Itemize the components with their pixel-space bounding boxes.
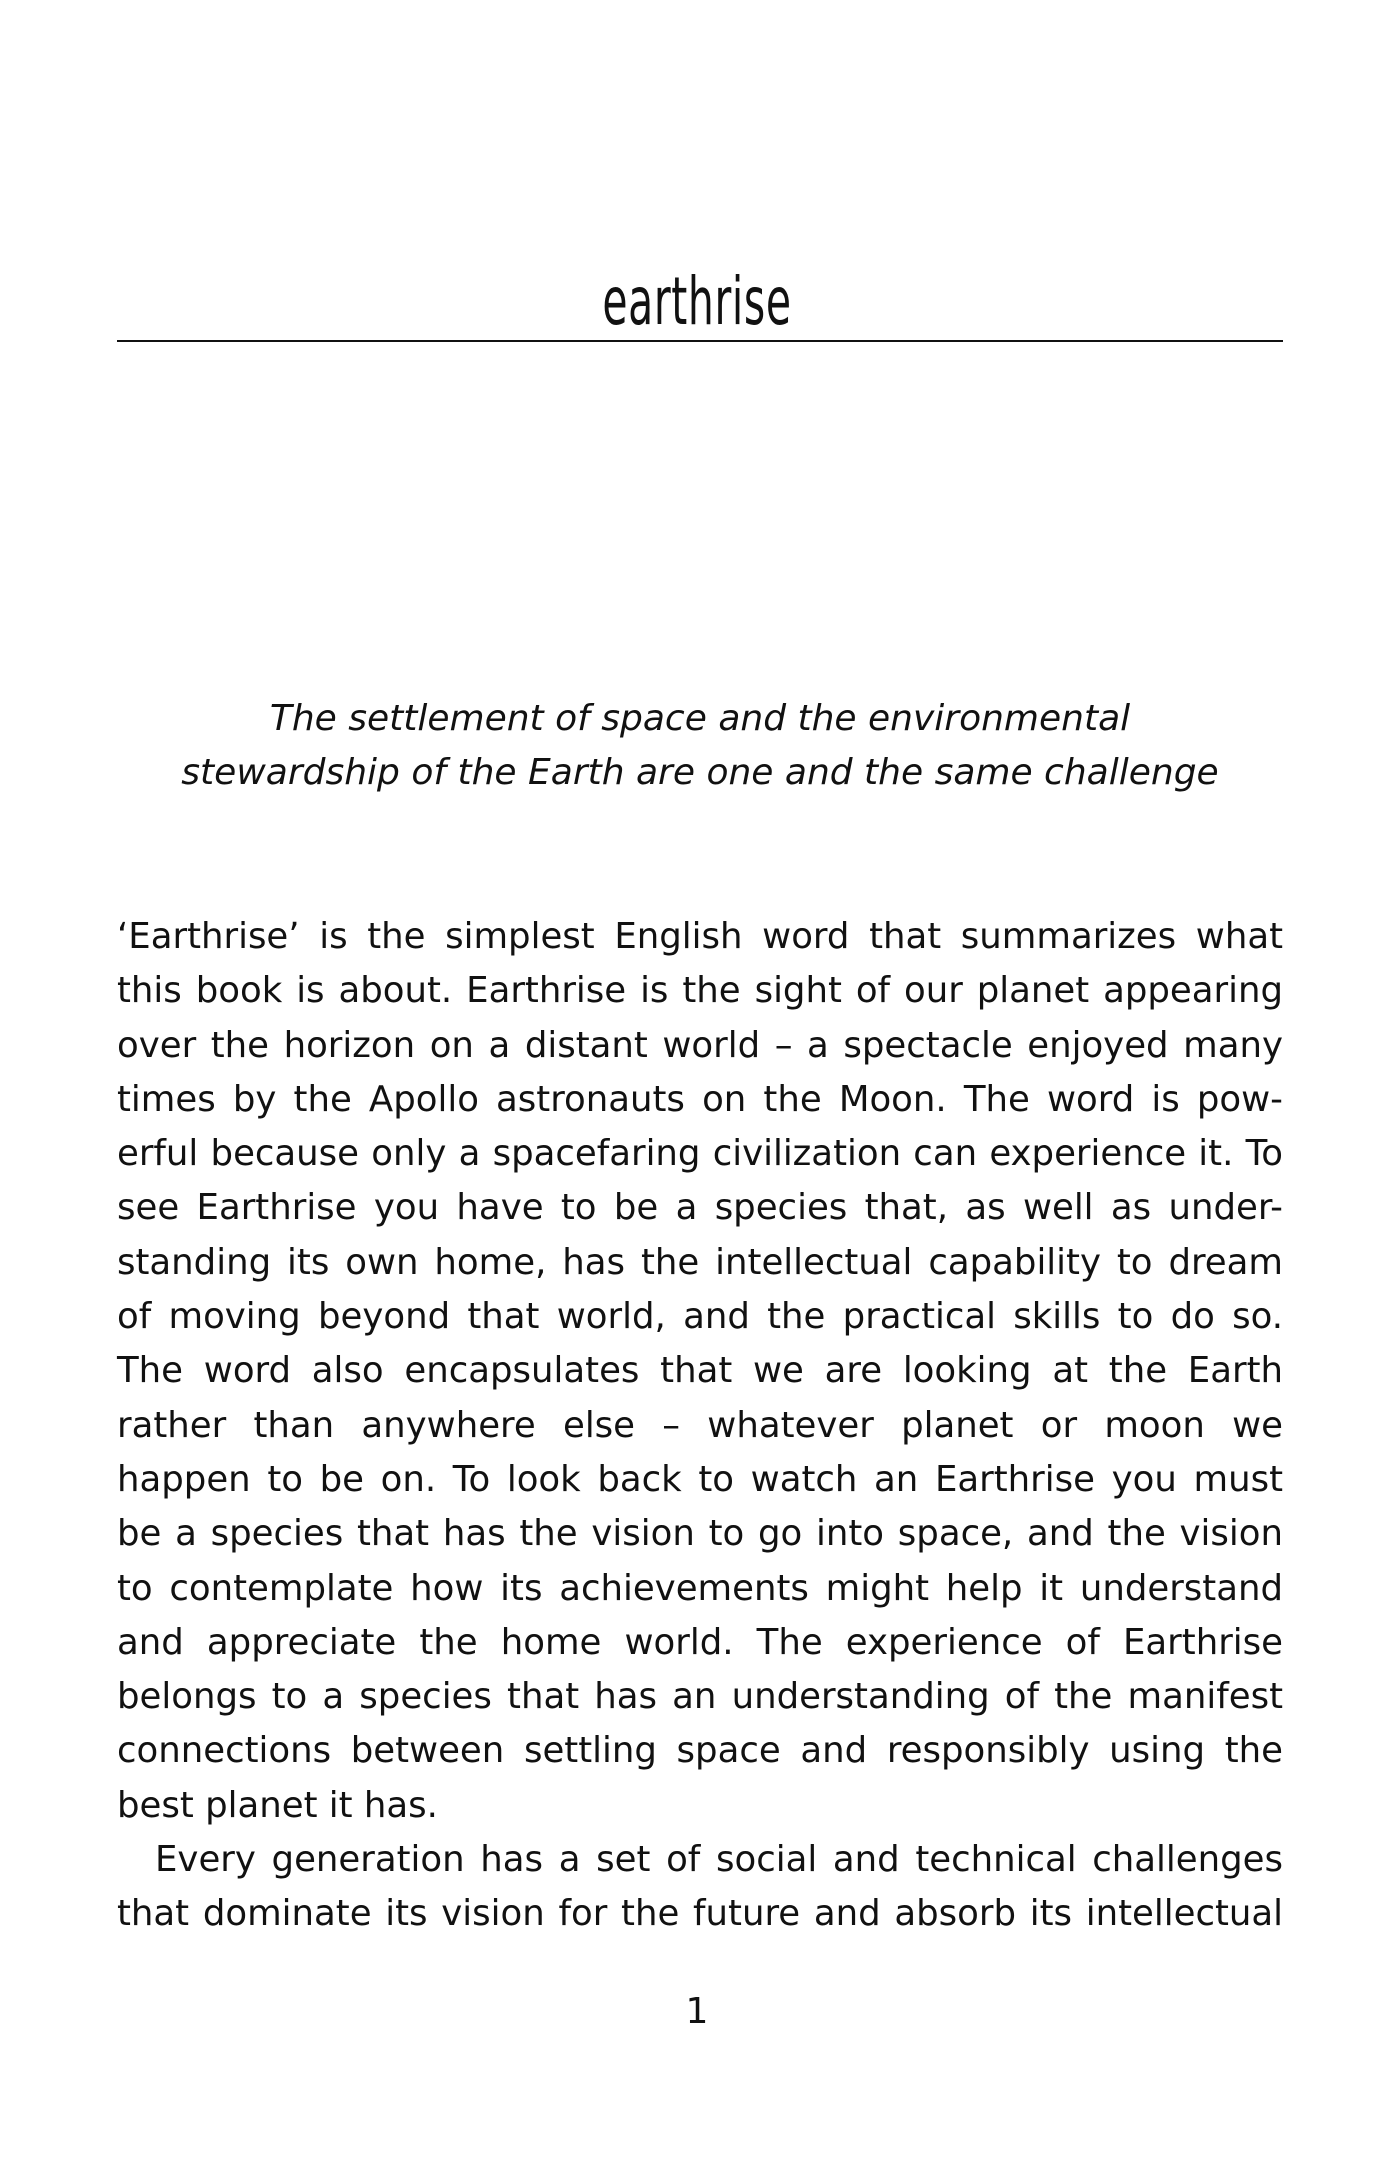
epigraph-line: The settlement of space and the environmental [269, 698, 1131, 739]
body-line: The word also encapsulates that we are looking at the Earth [117, 1350, 1283, 1392]
body-line: and appreciate the home world. The experience of Earthrise [117, 1621, 1283, 1663]
body-line: erful because only a spacefaring civilization can experience it. To [117, 1133, 1283, 1175]
body-line: standing its own home, has the intellectual capability to dream [117, 1241, 1283, 1283]
body-line: rather than anywhere else – whatever planet or moon we [117, 1404, 1283, 1446]
body-line: of moving beyond that world, and the practical skills to do so. [117, 1296, 1283, 1338]
body-line: happen to be on. To look back to watch an Earthrise you must [117, 1458, 1283, 1500]
body-line: be a species that has the vision to go into space, and the vision [117, 1513, 1283, 1555]
epigraph-line: stewardship of the Earth are one and the same challenge [181, 752, 1219, 793]
body-line: over the horizon on a distant world – a spectacle enjoyed many [117, 1024, 1283, 1066]
body-line: belongs to a species that has an understanding of the manifest [117, 1676, 1283, 1718]
body-line: see Earthrise you have to be a species that, as well as under- [117, 1187, 1283, 1229]
chapter-title: earthrise [602, 263, 792, 340]
body-line: that dominate its vision for the future and absorb its intellectual [117, 1893, 1283, 1935]
body-text [117, 910, 1283, 1942]
body-line: to contemplate how its achievements might help it understand [117, 1567, 1283, 1609]
body-line: connections between settling space and responsibly using the [117, 1730, 1283, 1772]
chapter-title-rule [117, 340, 1283, 342]
epigraph [117, 692, 1283, 800]
body-line: this book is about. Earthrise is the sight of our planet appearing [117, 970, 1283, 1012]
body-line: best planet it has. [117, 1784, 438, 1826]
body-line: Every generation has a set of social and technical challenges [155, 1839, 1283, 1881]
page-number: 1 [685, 1991, 709, 2032]
body-line: ‘Earthrise’ is the simplest English word that summarizes what [117, 916, 1283, 957]
body-line: times by the Apollo astronauts on the Moon. The word is pow- [117, 1078, 1283, 1120]
